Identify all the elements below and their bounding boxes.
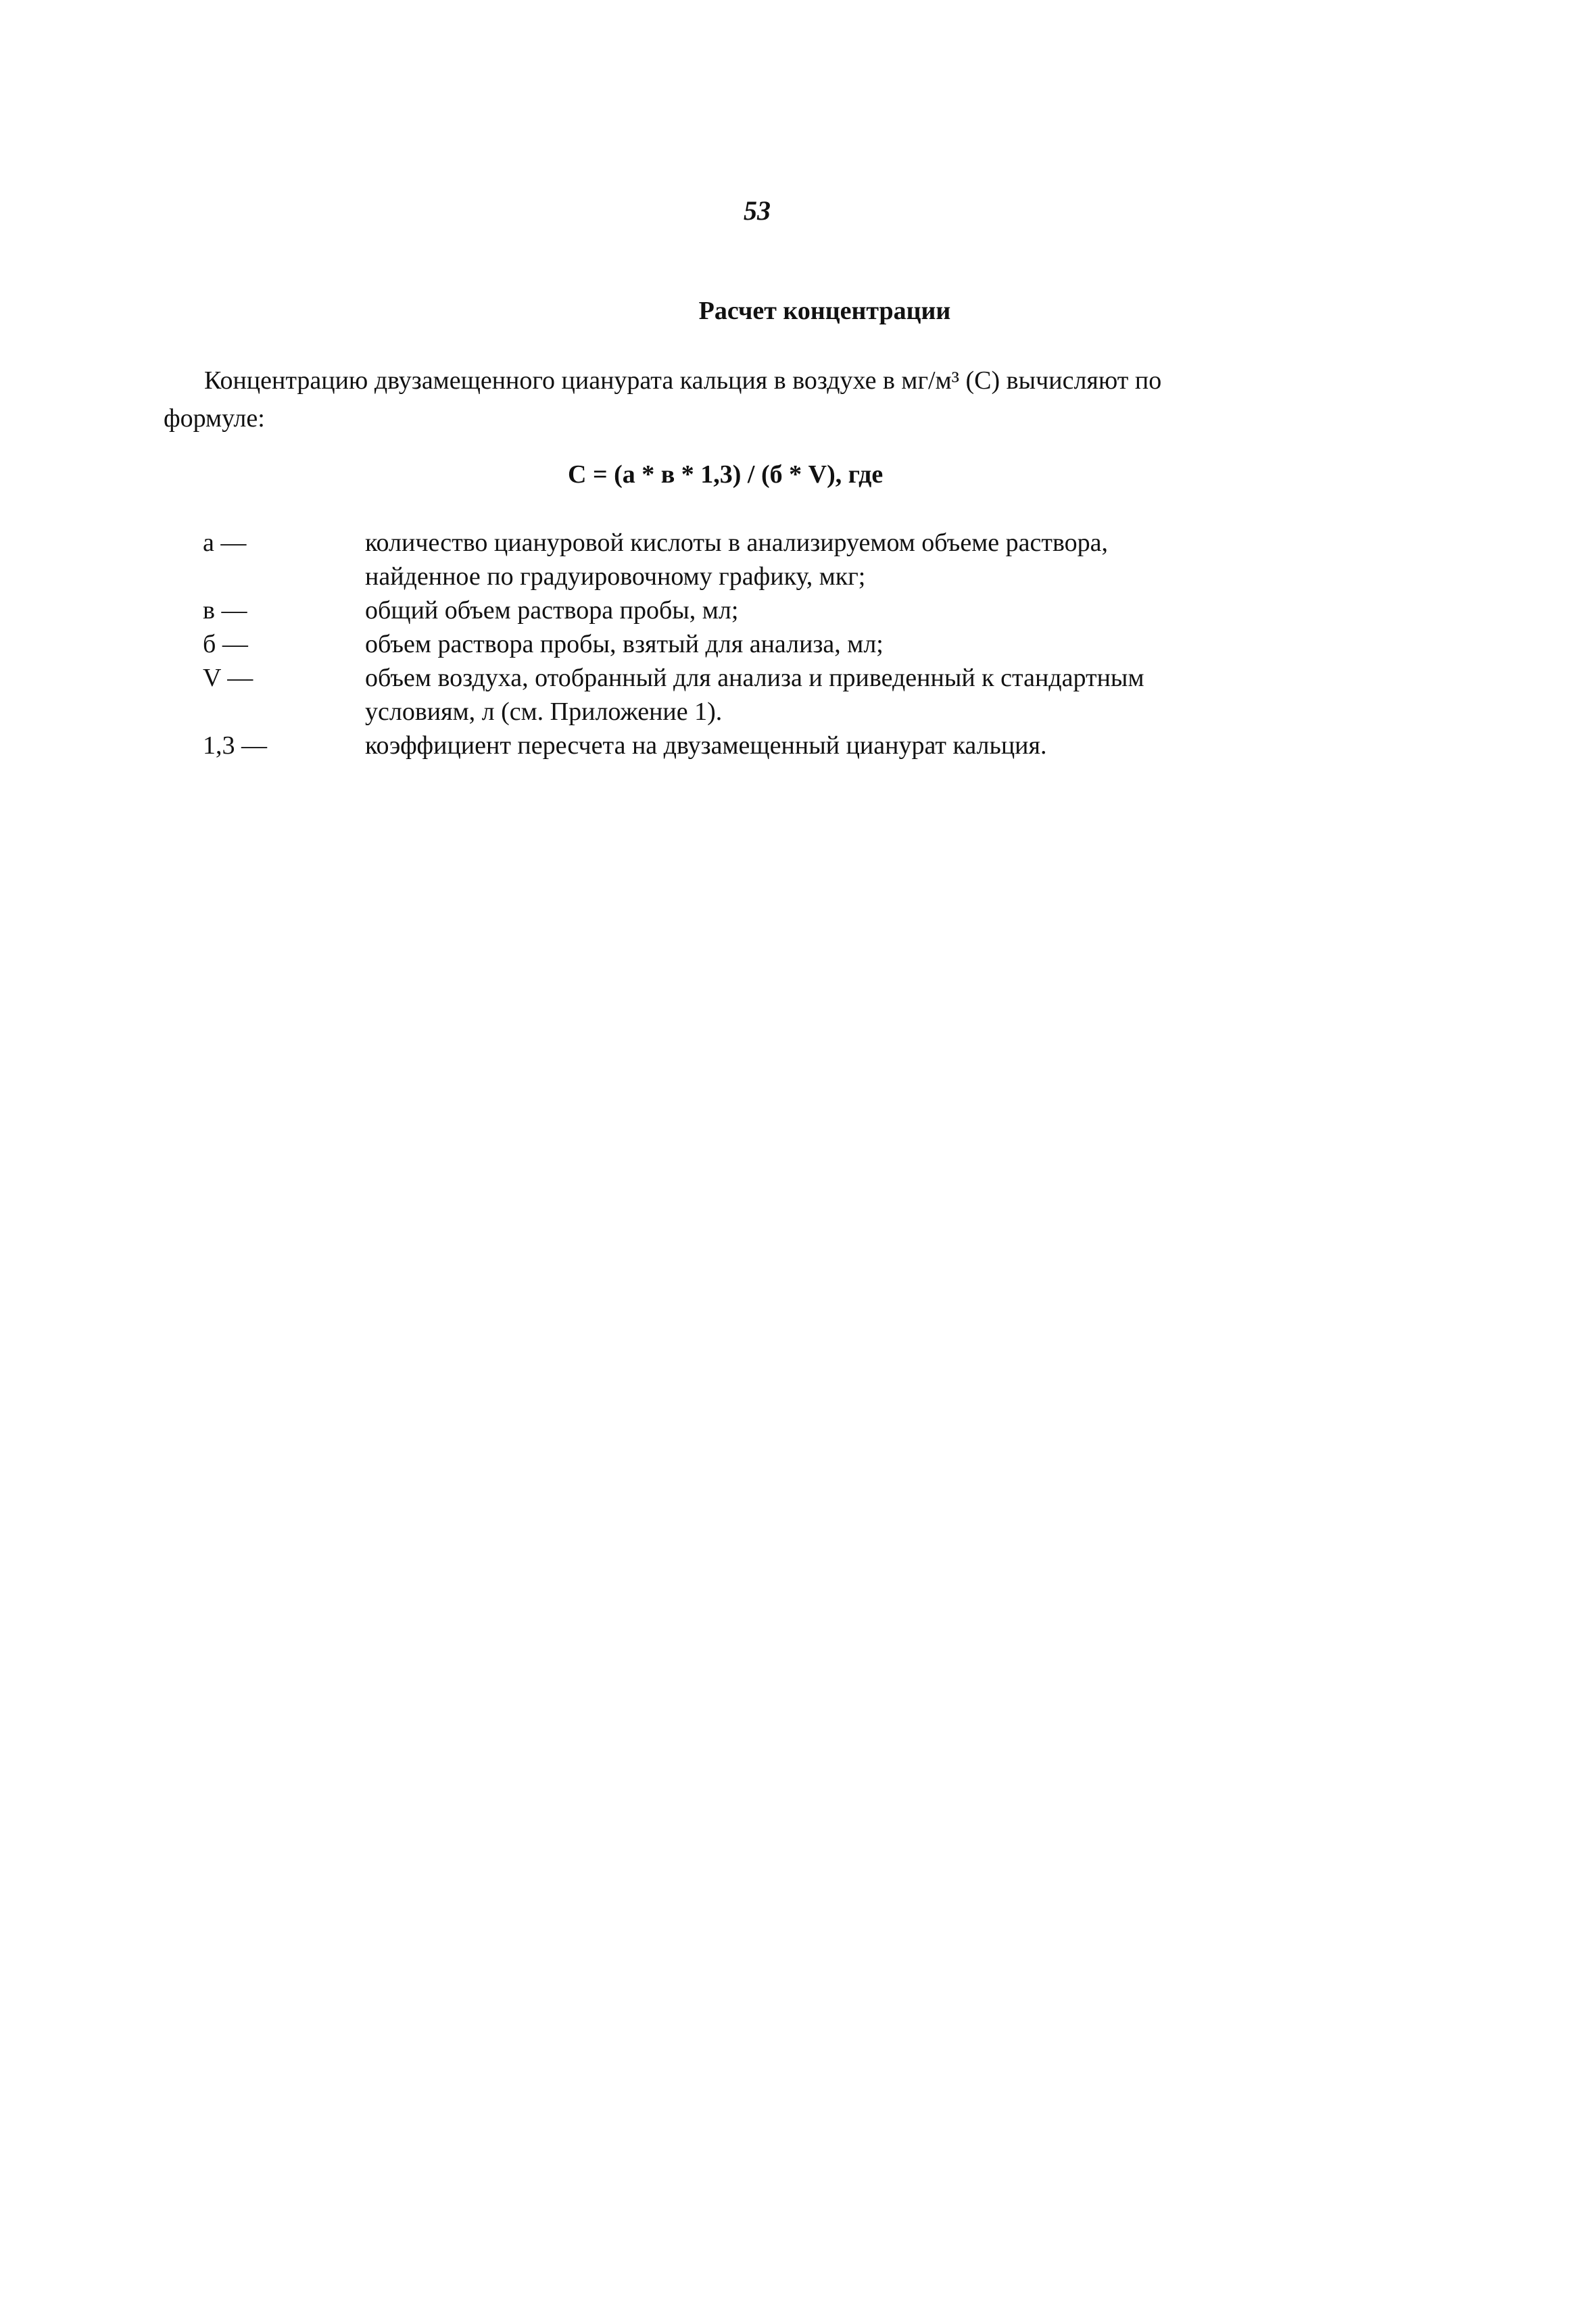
section-title: Расчет концентрации <box>698 297 951 325</box>
legend-description: количество циануровой кислоты в анализируемом объеме раствора, найденное по градуировочному графику, мкг; <box>365 529 1108 591</box>
legend-description: объем воздуха, отобранный для анализа и приведенный к стандартным условиям, л (см. Приложение 1). <box>365 664 1144 726</box>
legend-description: объем раствора пробы, взятый для анализа, мл; <box>365 630 884 658</box>
formula: С = (а * в * 1,3) / (б * V), где <box>568 460 884 489</box>
legend-description: общий объем раствора пробы, мл; <box>365 596 739 625</box>
intro-line-2: формуле: <box>164 404 265 433</box>
variable-legend <box>203 526 1217 762</box>
intro-paragraph <box>164 362 1461 437</box>
legend-item-b <box>203 627 1217 661</box>
legend-description: коэффициент пересчета на двузамещенный цианурат кальция. <box>365 731 1047 760</box>
legend-symbol: в — <box>203 596 247 625</box>
intro-line-1: Концентрацию двузамещенного цианурата кальция в воздухе в мг/м³ (С) вычисляют по <box>204 366 1162 395</box>
legend-symbol: V — <box>203 664 253 692</box>
legend-symbol: 1,3 — <box>203 731 267 760</box>
legend-item-a <box>203 526 1217 593</box>
page-number: 53 <box>744 195 771 226</box>
legend-item-coefficient <box>203 729 1217 762</box>
legend-symbol: б — <box>203 630 248 658</box>
legend-item-v <box>203 593 1217 627</box>
legend-item-volume <box>203 661 1217 729</box>
legend-symbol: а — <box>203 529 247 557</box>
